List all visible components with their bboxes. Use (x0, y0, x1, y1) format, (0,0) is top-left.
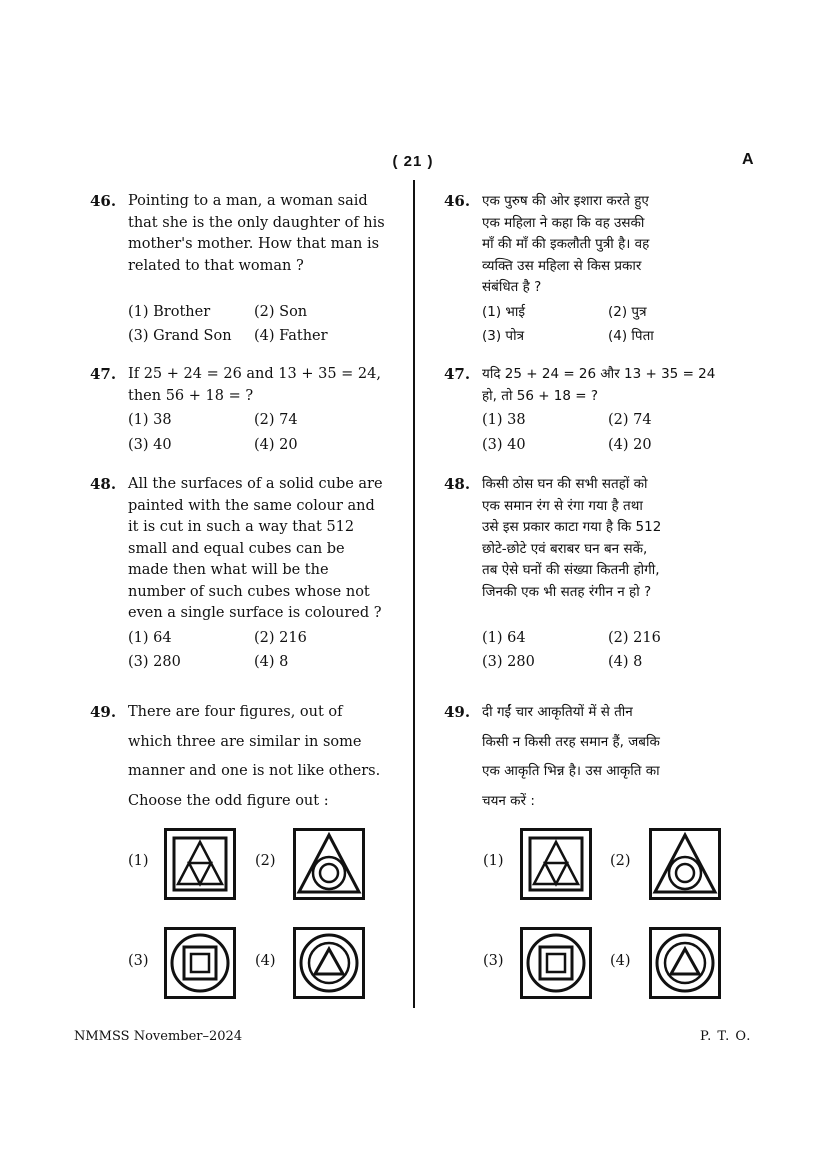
figure-1-square-triangles-icon[interactable] (164, 828, 236, 900)
question-line: manner and one is not like others. (128, 763, 381, 779)
figure-4-square-circle-triangle-icon[interactable] (649, 927, 721, 999)
question-line: painted with the same colour and (128, 497, 375, 514)
option-1[interactable]: (1) Brother (128, 304, 211, 320)
figure-label-2[interactable]: (2) (255, 853, 276, 869)
option-4[interactable]: (4) 20 (608, 437, 652, 453)
option-4[interactable]: (4) 20 (254, 437, 298, 453)
question-line: it is cut in such a way that 512 (128, 519, 355, 535)
question-text (128, 191, 390, 277)
figure-3-square-circle-square-icon[interactable] (164, 927, 236, 999)
question-line: एक समान रंग से रंगा गया है तथा (482, 497, 643, 514)
question-number: 49. (444, 703, 471, 721)
question-line: किसी न किसी तरह समान हैं, जबकि (482, 733, 660, 750)
question-line: then 56 + 18 = ? (128, 387, 254, 404)
question-line: Pointing to a man, a woman said (128, 193, 368, 209)
figure-3-square-circle-square-icon[interactable] (520, 927, 592, 999)
question-line: number of such cubes whose not (128, 583, 370, 600)
question-line: small and equal cubes can be (128, 540, 345, 557)
question-47-hi (444, 364, 748, 464)
option-3[interactable]: (3) पोत्र (482, 328, 525, 344)
question-line: There are four figures, out of (128, 704, 343, 720)
question-number: 48. (90, 475, 117, 493)
question-line: व्यक्ति उस महिला से किस प्रकार (482, 257, 642, 274)
question-49-en (90, 698, 392, 818)
figure-1-square-triangles-icon[interactable] (520, 828, 592, 900)
question-line: mother's mother. How that man is (128, 236, 380, 252)
figure-label-1[interactable]: (1) (128, 853, 149, 869)
question-line: संबंधित है ? (482, 279, 542, 295)
question-line: हो, तो 56 + 18 = ? (482, 387, 599, 404)
option-4[interactable]: (4) 8 (608, 654, 643, 670)
option-1[interactable]: (1) भाई (482, 304, 526, 320)
figure-label-2[interactable]: (2) (610, 853, 631, 869)
exam-name-footer: NMMSS November–2024 (74, 1029, 243, 1044)
option-4[interactable]: (4) पिता (608, 328, 654, 344)
page-number: ( 21 ) (392, 153, 434, 170)
question-line: उसे इस प्रकार काटा गया है कि 512 (482, 519, 662, 535)
question-text (482, 474, 746, 603)
option-2[interactable]: (2) Son (254, 304, 308, 320)
question-46-hi (444, 191, 748, 351)
question-line: माँ की माँ की इकलौती पुत्री है। वह (482, 236, 650, 252)
question-text (128, 474, 390, 625)
question-line: एक आकृति भिन्न है। उस आकृति का (482, 763, 660, 779)
question-line: which three are similar in some (128, 733, 362, 750)
figure-label-3[interactable]: (3) (128, 953, 149, 969)
question-line: चयन करें : (482, 792, 535, 809)
question-48-hi (444, 474, 748, 674)
option-3[interactable]: (3) 280 (482, 654, 535, 670)
question-text (482, 191, 746, 299)
question-line: यदि 25 + 24 = 26 और 13 + 35 = 24 (482, 366, 716, 382)
question-number: 46. (444, 192, 471, 210)
figure-2-square-circle-triangle-icon[interactable] (293, 828, 365, 900)
question-line: made then what will be the (128, 562, 329, 578)
question-line: related to that woman ? (128, 257, 304, 274)
question-47-en (90, 364, 392, 464)
question-line: that she is the only daughter of his (128, 214, 385, 231)
question-number: 48. (444, 475, 471, 493)
figure-label-4[interactable]: (4) (610, 953, 631, 969)
option-1[interactable]: (1) 64 (128, 630, 172, 646)
option-1[interactable]: (1) 38 (128, 412, 172, 428)
option-2[interactable]: (2) 216 (254, 630, 307, 646)
question-number: 46. (90, 192, 117, 210)
question-46-en (90, 191, 392, 351)
option-2[interactable]: (2) 74 (608, 412, 652, 428)
question-number: 49. (90, 703, 117, 721)
question-line: छोटे-छोटे एवं बराबर घन बन सकें, (482, 540, 648, 557)
figure-label-4[interactable]: (4) (255, 953, 276, 969)
option-4[interactable]: (4) 8 (254, 654, 289, 670)
question-text (482, 698, 746, 816)
option-2[interactable]: (2) 74 (254, 412, 298, 428)
figure-label-1[interactable]: (1) (483, 853, 504, 869)
figure-label-3[interactable]: (3) (483, 953, 504, 969)
question-line: If 25 + 24 = 26 and 13 + 35 = 24, (128, 366, 381, 382)
question-number: 47. (444, 365, 471, 383)
option-2[interactable]: (2) 216 (608, 630, 661, 646)
option-1[interactable]: (1) 38 (482, 412, 526, 428)
question-line: तब ऐसे घनों की संख्या कितनी होगी, (482, 562, 660, 578)
series-label: A (742, 151, 754, 168)
question-line: एक पुरुष की ओर इशारा करते हुए (482, 193, 649, 209)
question-line: even a single surface is coloured ? (128, 605, 382, 621)
question-line: किसी ठोस घन की सभी सतहों को (482, 476, 648, 492)
question-line: जिनकी एक भी सतह रंगीन न हो ? (482, 583, 652, 600)
option-2[interactable]: (2) पुत्र (608, 304, 647, 320)
question-line: दी गईं चार आकृतियों में से तीन (482, 704, 633, 720)
question-number: 47. (90, 365, 117, 383)
question-text (128, 698, 390, 816)
option-3[interactable]: (3) 40 (128, 437, 172, 453)
option-3[interactable]: (3) 40 (482, 437, 526, 453)
question-line: Choose the odd figure out : (128, 792, 329, 809)
option-4[interactable]: (4) Father (254, 328, 328, 344)
figure-4-square-circle-triangle-icon[interactable] (293, 927, 365, 999)
question-text (482, 364, 746, 407)
question-49-hi (444, 698, 748, 818)
question-line: All the surfaces of a solid cube are (128, 476, 383, 492)
option-3[interactable]: (3) Grand Son (128, 328, 232, 344)
pto-footer: P. T. O. (700, 1029, 752, 1044)
question-line: एक महिला ने कहा कि वह उसकी (482, 214, 645, 231)
question-text (128, 364, 390, 407)
figure-2-square-circle-triangle-icon[interactable] (649, 828, 721, 900)
column-divider (413, 180, 415, 1008)
question-48-en (90, 474, 392, 674)
option-1[interactable]: (1) 64 (482, 630, 526, 646)
option-3[interactable]: (3) 280 (128, 654, 181, 670)
